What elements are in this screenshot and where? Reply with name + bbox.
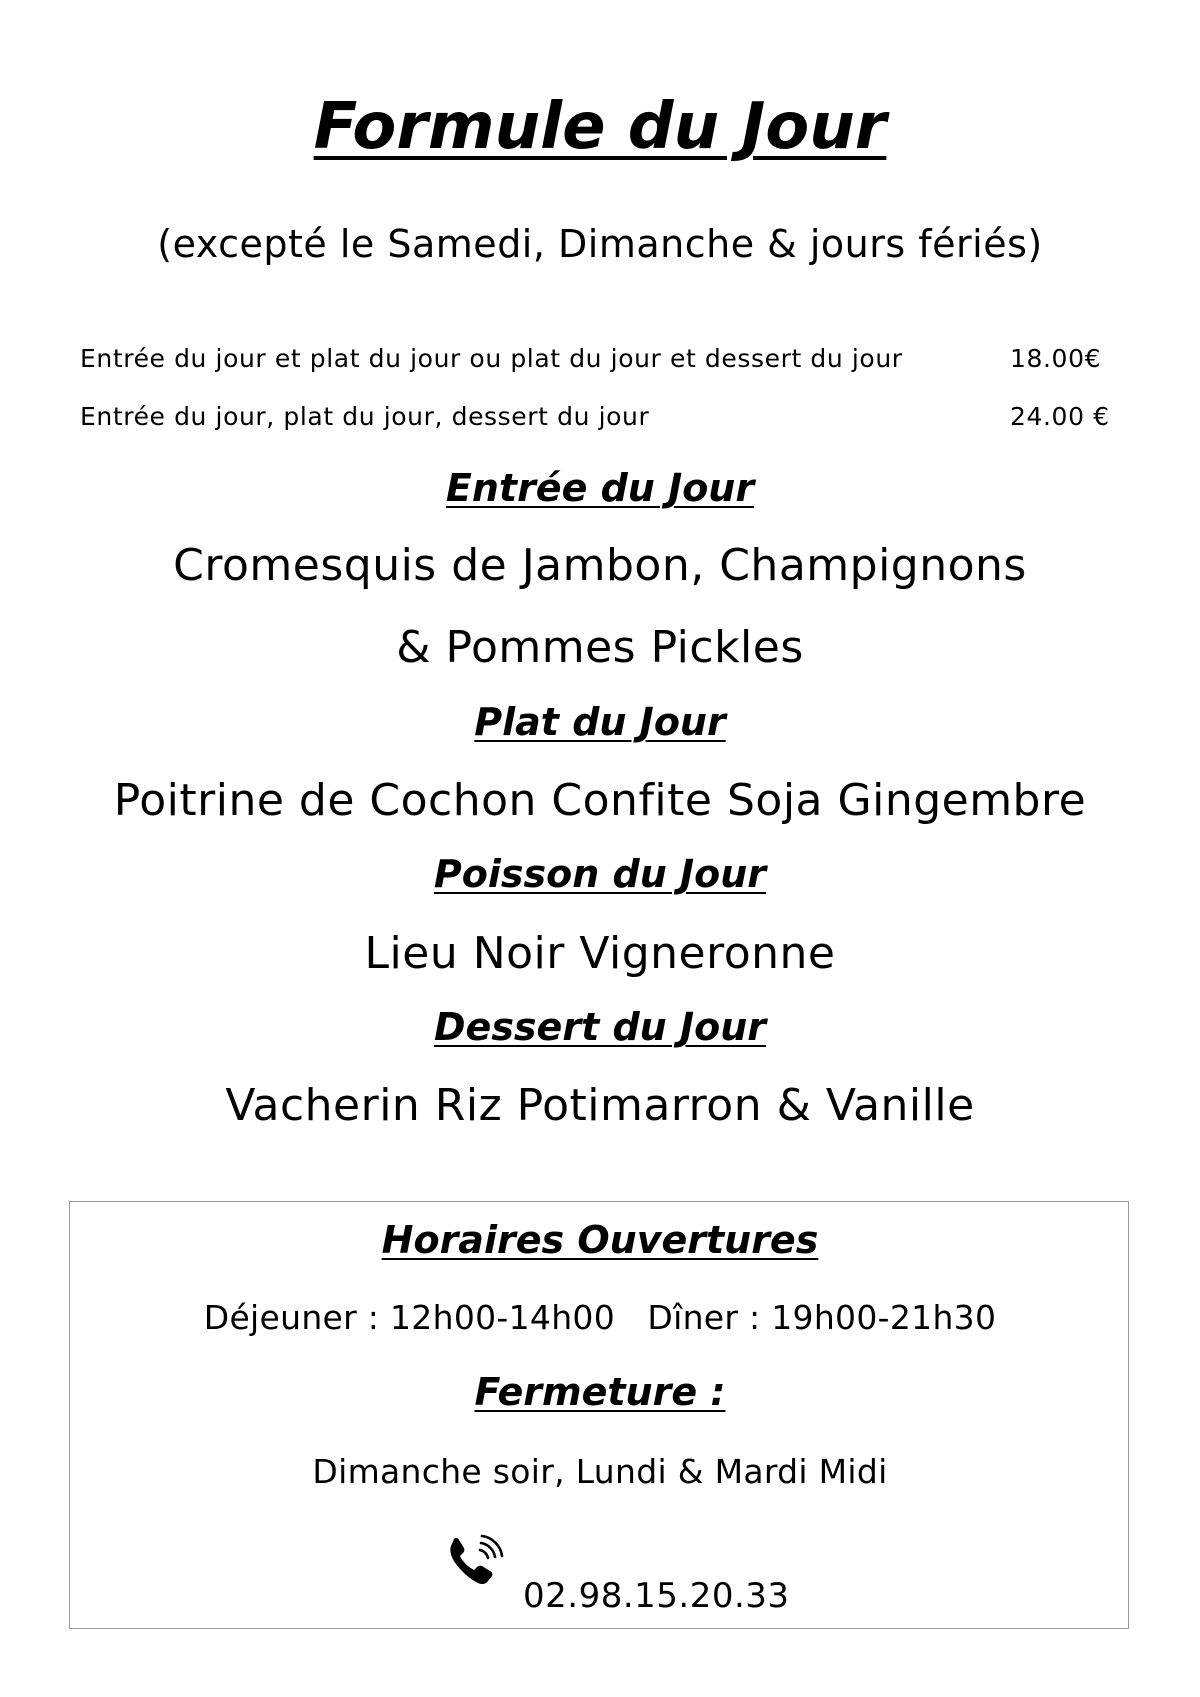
opening-hours-text [0, 1298, 1200, 1337]
formula-description: Entrée du jour, plat du jour, dessert du jour [80, 402, 650, 431]
entree-heading: Entrée du Jour [445, 466, 755, 510]
poisson-heading: Poisson du Jour [433, 852, 767, 896]
formula-row [80, 402, 1120, 442]
plat-dish: Poitrine de Cochon Confite Soja Gingembre [113, 775, 1087, 826]
closing-text: Dimanche soir, Lundi & Mardi Midi [312, 1452, 888, 1491]
dessert-dish: Vacherin Riz Potimarron & Vanille [225, 1080, 975, 1131]
page-subtitle: (excepté le Samedi, Dimanche & jours fériés) [157, 222, 1043, 266]
opening-hours-value: Déjeuner : 12h00-14h00 Dîner : 19h00-21h30 [203, 1298, 997, 1337]
formula-row [80, 344, 1120, 384]
opening-hours-heading: Horaires Ouvertures [381, 1218, 819, 1262]
page-title: Formule du Jour [313, 90, 887, 164]
closing-heading: Fermeture : [474, 1370, 726, 1414]
dessert-heading: Dessert du Jour [434, 1005, 766, 1049]
formula-price: 24.00 € [1010, 402, 1110, 431]
entree-dish-line: Cromesquis de Jambon, Champignons [173, 540, 1027, 591]
formula-description: Entrée du jour et plat du jour ou plat du jour et dessert du jour [80, 344, 903, 373]
entree-dish-line: & Pommes Pickles [396, 622, 804, 673]
formula-price: 18.00€ [1010, 344, 1102, 373]
info-box [69, 1201, 1129, 1629]
poisson-dish: Lieu Noir Vigneronne [364, 928, 836, 979]
plat-heading: Plat du Jour [474, 700, 726, 744]
phone-number[interactable]: 02.98.15.20.33 [523, 1576, 790, 1616]
phone-ringing-icon [446, 1532, 508, 1588]
